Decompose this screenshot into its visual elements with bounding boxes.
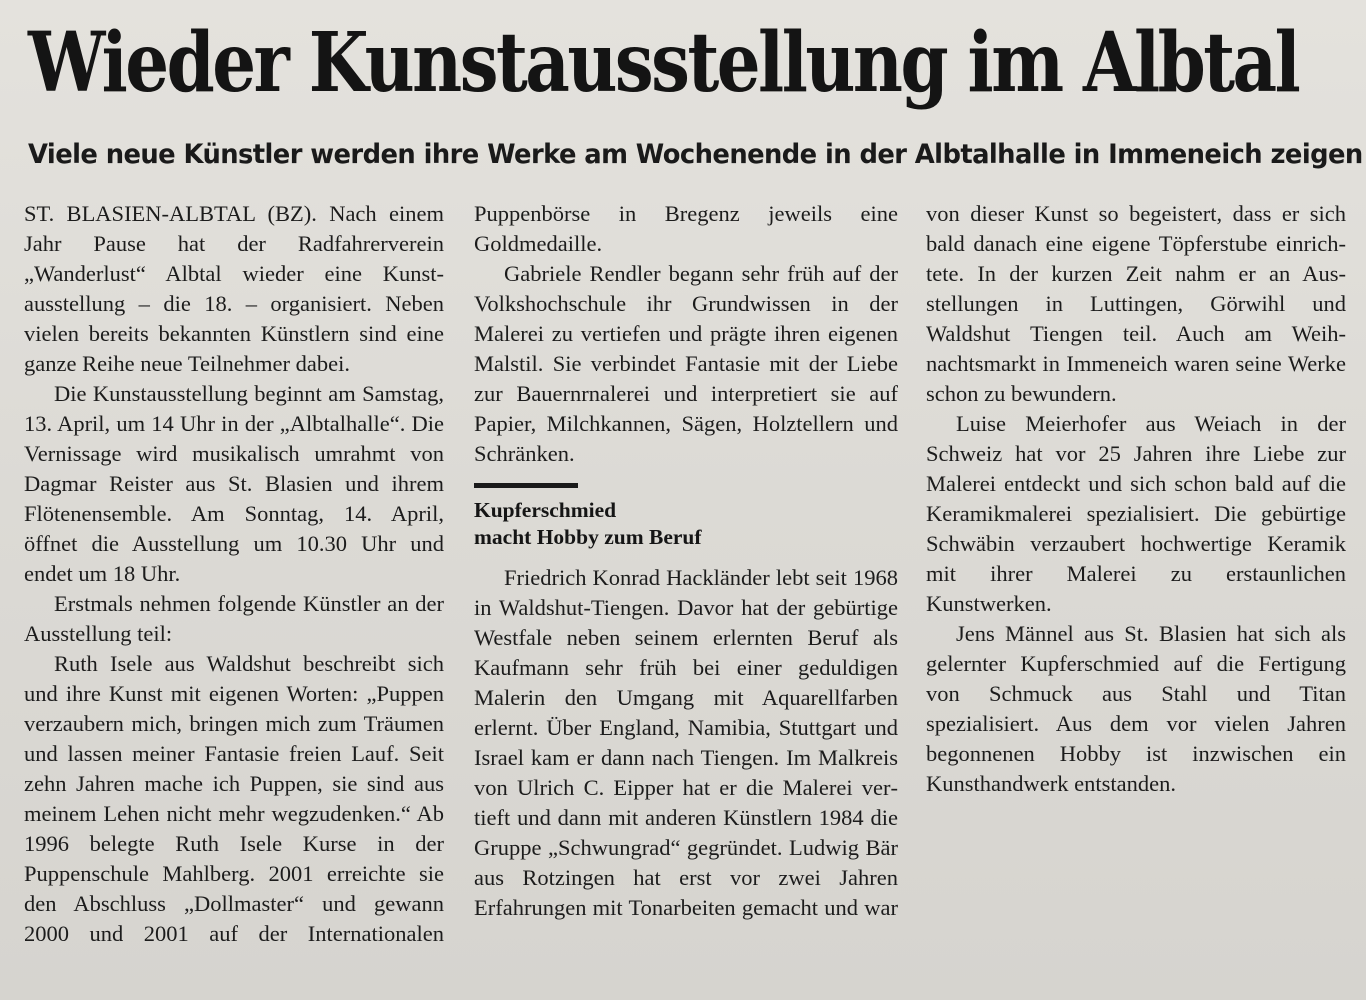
paragraph-intro: ST. BLASIEN-ALBTAL (BZ). Nach einem Jahr Pause hat der Radfahrerverein „Wanderlust“ Albtal wieder eine Kunstausstellung – die 18. – organisiert. Neben vielen bereits bekannten Künstlern sind eine ganze Reihe neue Teilnehmer dabei. <box>24 201 444 376</box>
article-column-2 <box>474 199 898 923</box>
paragraph-hacklaender-baer-continued: von dieser Kunst so begeistert, dass er sich bald danach eine eigene Töpferstube einrichtete. In der kurzen Zeit nahm er an Ausstellungen in Luttingen, Görwihl und Waldshut Tiengen teil. Auch am Weihnachtsmarkt in Immeneich waren seine Werke schon zu bewundern. <box>926 201 1346 406</box>
headline: Wieder Kunstausstellung im Albtal <box>28 15 1299 111</box>
paragraph-ruth-isele-continued: Puppenbörse in Bregenz jeweils eine Goldmedaille. <box>474 201 898 256</box>
paragraph-gabriele-rendler: Gabriele Rendler begann sehr früh auf der Volkshochschule ihr Grundwissen in der Malerei zu vertiefen und prägte ihren eigenen Malstil. Sie verbindet Fantasie mit der Liebe zur Bauernrnalerei und interpretiert sie auf Papier, Milchkannen, Sägen, Holztellern und Schränken. <box>474 261 898 466</box>
section-subheading: Kupferschmied macht Hobby zum Beruf <box>474 498 702 549</box>
paragraph-jens-maennel: Jens Männel aus St. Blasien hat sich als gelernter Kupferschmied auf die Fertigung von Schmuck aus Stahl und Titan spezialisiert. Aus dem vor vielen Jahren begonnenen Hobby ist inzwischen ein Kunsthandwerk entstanden. <box>926 621 1346 796</box>
paragraph-hacklaender-baer: Friedrich Konrad Hackländer lebt seit 1968 in Waldshut-Tiengen. Davor hat der gebürtige Westfale neben seinem erlernten Beruf als Kaufmann sehr früh bei einer geduldigen Malerin den Umgang mit Aquarellfarben erlernt. Über England, Namibia, Stuttgart und Israel kam er dann nach Tiengen. Im Malkreis von Ulrich C. Eipper hat er die Malerei vertieft und dann mit anderen Künstlern 1984 die Gruppe „Schwungrad“ gegründet. Ludwig Bär aus Rotzingen hat erst vor zwei Jahren Erfahrungen mit Tonarbeiten gemacht und war <box>474 565 898 920</box>
paragraph-luise-meierhofer: Luise Meierhofer aus Weiach in der Schweiz hat vor 25 Jahren ihre Liebe zur Malerei entdeckt und sich schon bald auf die Keramikmalerei spezialisiert. Die gebürtige Schwäbin verzaubert hochwertige Keramik mit ihrer Malerei zu erstaunlichen Kunstwerken. <box>926 411 1346 616</box>
article-column-1 <box>24 199 444 949</box>
section-divider <box>474 483 578 488</box>
article-column-3 <box>926 199 1346 799</box>
paragraph-schedule: Die Kunstausstellung beginnt am Samstag, 13. April, um 14 Uhr in der „Albtalhalle“. Die Vernissage wird musikalisch umrahmt von Dagmar Reister aus St. Blasien und ihrem Flötenensemble. Am Sonntag, 14. April, öffnet die Ausstellung um 10.30 Uhr und endet um 18 Uhr. <box>24 381 444 586</box>
paragraph-new-artists: Erstmals nehmen folgende Künstler an der Ausstellung teil: <box>24 591 444 646</box>
paragraph-ruth-isele: Ruth Isele aus Waldshut beschreibt sich und ihre Kunst mit eigenen Worten: „Puppen verzaubern mich, bringen mich zum Träumen und lassen meiner Fantasie freien Lauf. Seit zehn Jahren mache ich Puppen, sie sind aus meinem Lehen nicht mehr wegzudenken.“ Ab 1996 belegte Ruth Isele Kurse in der Puppenschule Mahlberg. 2001 erreichte sie den Abschluss „Dollmaster“ und gewann 2000 und 2001 auf der Internationalen <box>24 651 444 946</box>
subheadline: Viele neue Künstler werden ihre Werke am Wochenende in der Albtalhalle in Immeneich zeigen <box>28 139 1363 170</box>
